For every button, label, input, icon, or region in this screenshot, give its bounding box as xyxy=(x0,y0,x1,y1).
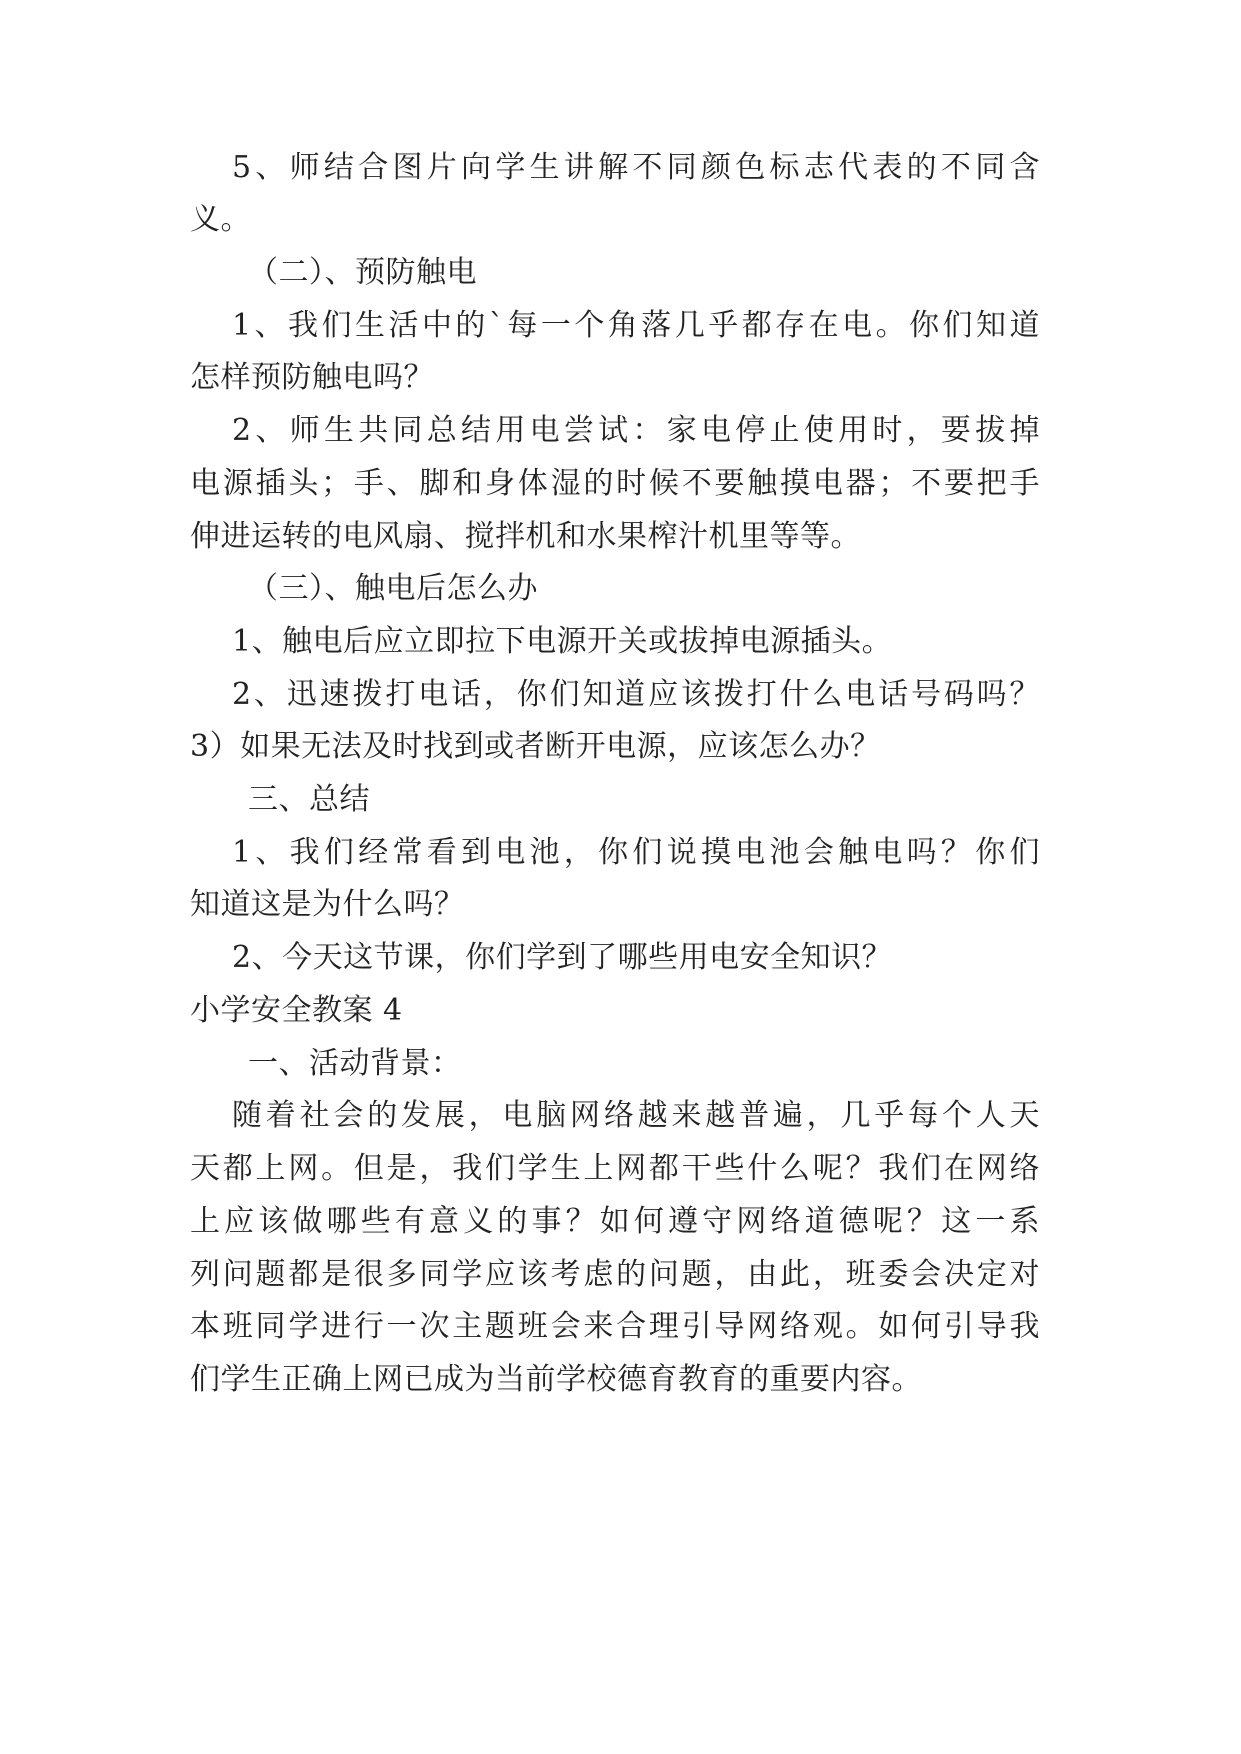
paragraph-line: 1、触电后应立即拉下电源开关或拔掉电源插头。 xyxy=(232,624,893,659)
paragraph-line: 上应该做哪些有意义的事？如何遵守网络道德呢？这一系 xyxy=(190,1204,1040,1239)
paragraph-line: 天都上网。但是，我们学生上网都干些什么呢？我们在网络 xyxy=(190,1151,1040,1186)
paragraph-line: 2、师生共同总结用电尝试：家电停止使用时，要拔掉 xyxy=(232,413,1040,448)
paragraph-line: 3）如果无法及时找到或者断开电源，应该怎么办？ xyxy=(190,729,881,764)
paragraph-line: 义。 xyxy=(190,202,251,237)
paragraph-line: 们学生正确上网已成为当前学校德育教育的重要内容。 xyxy=(190,1362,922,1397)
section-heading: （二）、预防触电 xyxy=(248,255,477,290)
section-heading: 一、活动背景： xyxy=(248,1046,462,1081)
section-heading: 三、总结 xyxy=(248,782,370,817)
paragraph-line: 伸进运转的电风扇、搅拌机和水果榨汁机里等等。 xyxy=(190,519,861,554)
paragraph-line: 2、今天这节课，你们学到了哪些用电安全知识？ xyxy=(232,940,893,975)
paragraph-line: 怎样预防触电吗？ xyxy=(190,360,434,395)
paragraph-line: 1、我们生活中的`每一个角落几乎都存在电。你们知道 xyxy=(232,308,1040,343)
paragraph-line: 电源插头；手、脚和身体湿的时候不要触摸电器；不要把手 xyxy=(190,466,1040,501)
section-heading: （三）、触电后怎么办 xyxy=(248,571,538,606)
document-title: 小学安全教案 4 xyxy=(190,993,403,1028)
paragraph-line: 列问题都是很多同学应该考虑的问题，由此，班委会决定对 xyxy=(190,1257,1040,1292)
paragraph-line: 知道这是为什么吗？ xyxy=(190,887,465,922)
paragraph-line: 1、我们经常看到电池，你们说摸电池会触电吗？你们 xyxy=(232,835,1040,870)
paragraph-line: 随着社会的发展，电脑网络越来越普遍，几乎每个人天 xyxy=(232,1098,1040,1133)
paragraph-line: 5、师结合图片向学生讲解不同颜色标志代表的不同含 xyxy=(232,150,1040,185)
paragraph-line: 本班同学进行一次主题班会来合理引导网络观。如何引导我 xyxy=(190,1309,1040,1344)
paragraph-line: 2、迅速拨打电话，你们知道应该拨打什么电话号码吗？ xyxy=(232,677,1040,712)
